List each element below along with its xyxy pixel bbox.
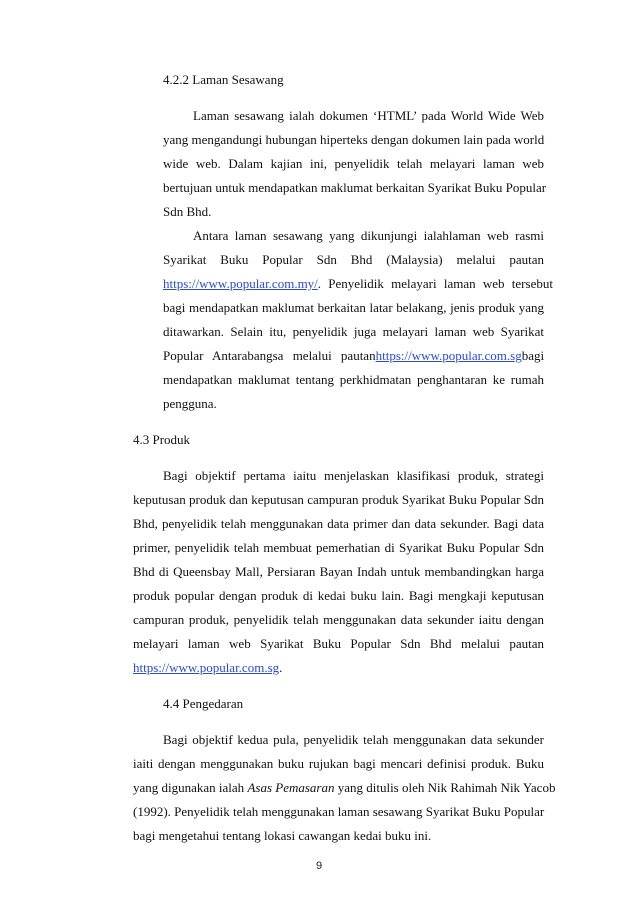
s43-line-1: Bagi objektif pertama iaitu menjelaskan klasifikasi produk, strategi	[163, 468, 544, 483]
popular-my-link[interactable]: https://www.popular.com.my/	[163, 276, 318, 291]
p1-line-3: wide web. Dalam kajian ini, penyelidik telah melayari laman web	[163, 156, 544, 171]
p2-line-4: bagi mendapatkan maklumat berkaitan latar belakang, jenis produk yang	[163, 300, 544, 315]
p1-line-5: Sdn Bhd.	[163, 204, 212, 219]
s43-line-9-post: .	[279, 660, 283, 675]
p1-line-1: Laman sesawang ialah dokumen ‘HTML’ pada World Wide Web	[193, 108, 544, 123]
s43-line-8: melayari laman web Syarikat Buku Popular Sdn Bhd melalui pautan	[133, 636, 544, 651]
s44-line-3-post: yang ditulis oleh Nik Rahimah Nik Yacob	[334, 780, 556, 795]
s43-line-7: campuran produk, penyelidik telah menggunakan data sekunder iaitu dengan	[133, 612, 544, 627]
p2-line-6-post: bagi	[521, 348, 545, 363]
p2-line-1: Antara laman sesawang yang dikunjungi ialahlaman web rasmi	[193, 228, 544, 243]
heading-4-4: 4.4 Pengedaran	[163, 696, 244, 711]
p2-line-8: pengguna.	[163, 396, 217, 411]
p2-line-2: Syarikat Buku Popular Sdn Bhd (Malaysia) melalui pautan	[163, 252, 544, 267]
s43-line-3: Bhd, penyelidik telah menggunakan data primer dan data sekunder. Bagi data	[133, 516, 544, 531]
p2-line-6-pre: Popular Antarabangsa melalui pautan	[163, 348, 376, 363]
s43-line-9	[133, 659, 282, 677]
p2-line-3-rest: . Penyelidik melayari laman web tersebut	[317, 276, 553, 291]
s44-line-3-pre: yang digunakan ialah	[133, 780, 248, 795]
s44-line-3	[133, 779, 556, 797]
s43-line-5: Bhd di Queensbay Mall, Persiaran Bayan Indah untuk membandingkan harga	[133, 564, 544, 579]
p2-line-7: mendapatkan maklumat tentang perkhidmatan penghantaran ke rumah	[163, 372, 544, 387]
p2-line-3	[163, 275, 553, 293]
heading-4-3: 4.3 Produk	[133, 432, 191, 447]
heading-4-2-2: 4.2.2 Laman Sesawang	[163, 72, 284, 87]
s43-line-6: produk popular dengan produk di kedai buku lain. Bagi mengkaji keputusan	[133, 588, 544, 603]
p2-line-6	[163, 347, 544, 365]
popular-sg-link-1[interactable]: https://www.popular.com.sg	[375, 348, 522, 363]
page-number: 9	[315, 860, 323, 872]
s43-line-2: keputusan produk dan keputusan campuran produk Syarikat Buku Popular Sdn	[133, 492, 544, 507]
s43-line-4: primer, penyelidik telah membuat pemerhatian di Syarikat Buku Popular Sdn	[133, 540, 544, 555]
popular-sg-link-2[interactable]: https://www.popular.com.sg	[133, 660, 280, 675]
p2-line-5: ditawarkan. Selain itu, penyelidik juga melayari laman web Syarikat	[163, 324, 544, 339]
p1-line-4: bertujuan untuk mendapatkan maklumat berkaitan Syarikat Buku Popular	[163, 180, 547, 195]
s44-line-4: (1992). Penyelidik telah menggunakan laman sesawang Syarikat Buku Popular	[133, 804, 545, 819]
s44-line-2: iaiti dengan menggunakan buku rujukan bagi mencari definisi produk. Buku	[133, 756, 544, 771]
s44-line-5: bagi mengetahui tentang lokasi cawangan kedai buku ini.	[133, 828, 432, 843]
s44-line-1: Bagi objektif kedua pula, penyelidik telah menggunakan data sekunder	[163, 732, 544, 747]
book-title: Asas Pemasaran	[247, 780, 335, 795]
p1-line-2: yang mengandungi hubungan hiperteks dengan dokumen lain pada world	[163, 132, 545, 147]
